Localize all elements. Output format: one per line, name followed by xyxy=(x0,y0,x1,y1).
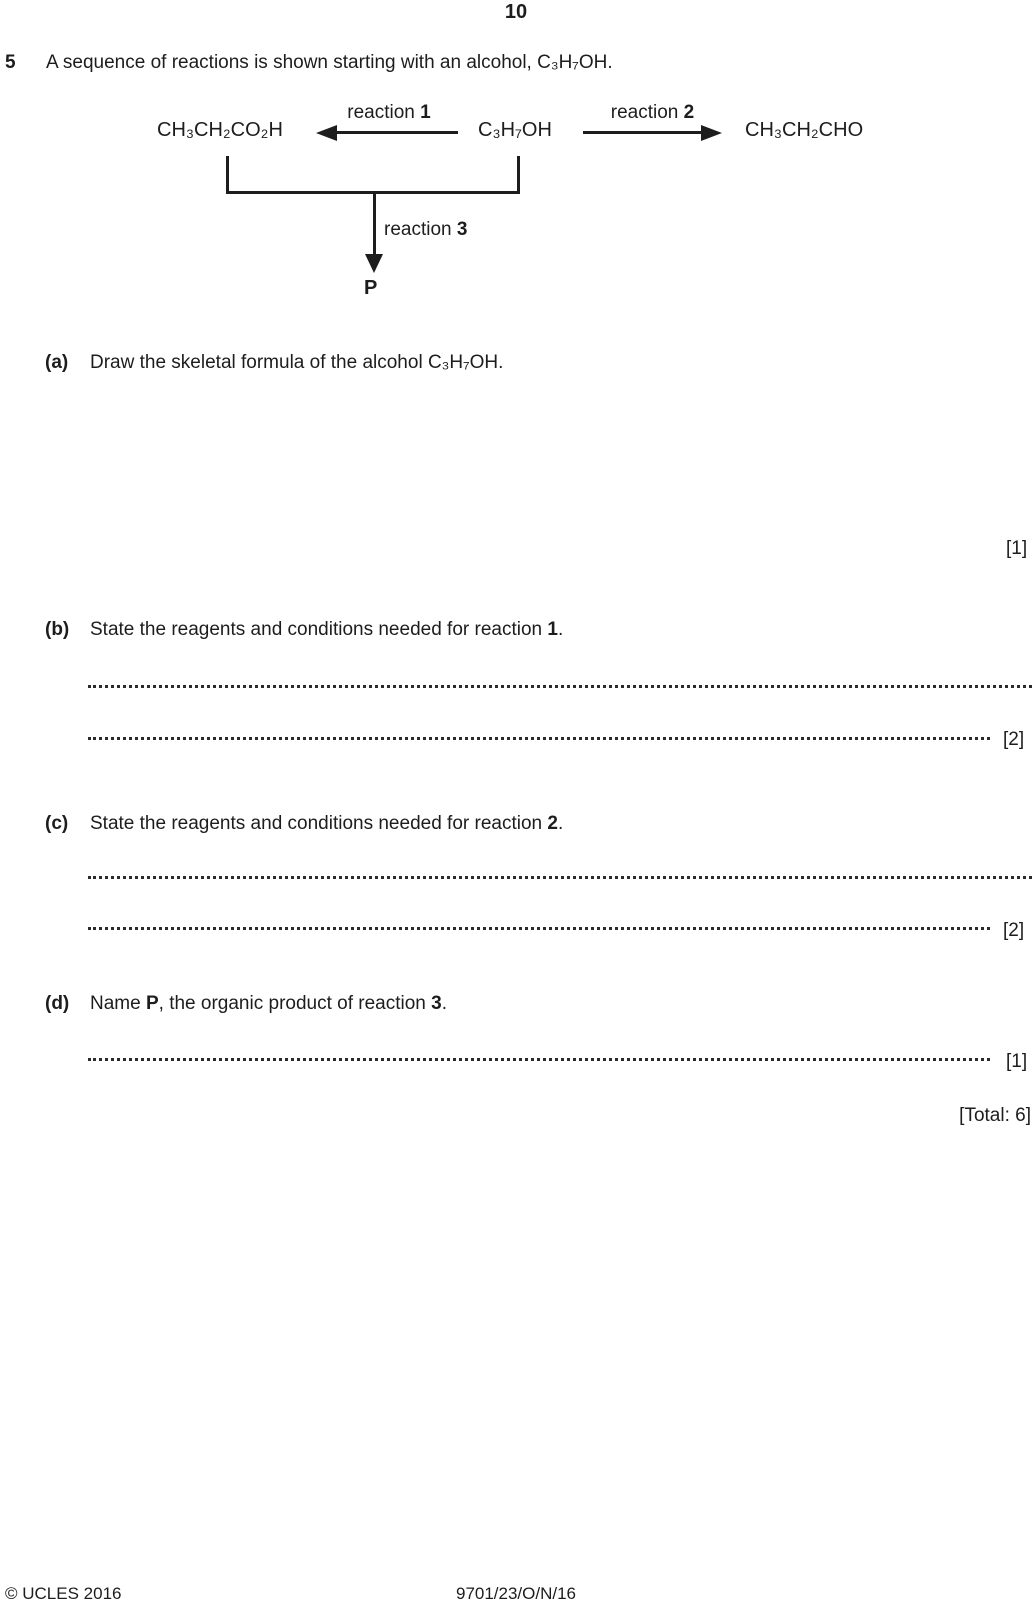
part-a-text: Draw the skeletal formula of the alcohol C₃H₇OH. xyxy=(90,352,504,373)
reaction3-arrowhead-icon xyxy=(365,254,383,273)
reaction-scheme xyxy=(0,0,1032,310)
part-b-text-end: . xyxy=(557,619,564,640)
part-d-text-end: . xyxy=(441,993,448,1014)
part-d-product-p: P xyxy=(145,993,159,1014)
part-d-marks: [1] xyxy=(1006,1051,1028,1072)
part-b-text xyxy=(90,618,563,641)
part-b-label: (b) xyxy=(45,619,70,640)
question-intro: A sequence of reactions is shown starting with an alcohol, C₃H₇OH. xyxy=(46,52,613,73)
part-c-marks: [2] xyxy=(1003,920,1025,941)
part-b-answer-line-1 xyxy=(88,685,1032,688)
part-c-answer-line-1 xyxy=(88,876,1032,879)
part-d-label: (d) xyxy=(45,993,70,1014)
bracket-right-line xyxy=(517,156,520,194)
formula-propanol: C₃H₇OH xyxy=(478,119,552,141)
reaction2-word: reaction xyxy=(610,102,684,123)
reaction1-label xyxy=(316,101,462,124)
reaction1-arrowhead-icon xyxy=(316,125,337,141)
footer-paper-code: 9701/23/O/N/16 xyxy=(455,1584,577,1603)
part-c-text-end: . xyxy=(557,813,564,834)
reaction3-word: reaction xyxy=(384,219,457,240)
reaction2-number: 2 xyxy=(683,102,695,123)
part-a-label: (a) xyxy=(45,352,69,373)
reaction1-number: 1 xyxy=(420,102,431,123)
part-b-reaction-number: 1 xyxy=(547,619,558,640)
question-number: 5 xyxy=(5,52,16,73)
part-c-reaction-number: 2 xyxy=(547,813,558,834)
page-number: 10 xyxy=(504,1,528,23)
formula-propanal: CH₃CH₂CHO xyxy=(745,119,864,141)
part-a-marks: [1] xyxy=(1006,538,1028,559)
formula-propanoic-acid: CH₃CH₂CO₂H xyxy=(157,119,283,141)
part-b-marks: [2] xyxy=(1003,729,1025,750)
part-d-reaction-number: 3 xyxy=(431,993,442,1014)
product-p-label: P xyxy=(364,277,378,299)
part-c-answer-line-2 xyxy=(88,927,990,930)
part-d-text-middle: , the organic product of reaction xyxy=(158,993,432,1014)
part-c-text-main: State the reagents and conditions needed for reaction xyxy=(90,813,548,834)
reaction2-arrow-shaft xyxy=(583,131,702,134)
part-c-label: (c) xyxy=(45,813,69,834)
reaction3-label xyxy=(384,218,467,241)
reaction2-label xyxy=(583,101,722,124)
reaction2-arrowhead-icon xyxy=(701,125,722,141)
part-c-text xyxy=(90,812,563,835)
part-d-text xyxy=(90,992,447,1015)
footer-copyright: © UCLES 2016 xyxy=(5,1584,122,1603)
reaction1-word: reaction xyxy=(347,102,421,123)
part-b-text-main: State the reagents and conditions needed for reaction xyxy=(90,619,548,640)
bracket-left-line xyxy=(226,156,229,194)
reaction3-arrow-shaft xyxy=(373,194,376,255)
part-b-answer-line-2 xyxy=(88,737,990,740)
part-d-text-start: Name xyxy=(90,993,146,1014)
total-marks: [Total: 6] xyxy=(959,1105,1031,1126)
part-d-answer-line xyxy=(88,1058,990,1061)
reaction3-number: 3 xyxy=(456,219,468,240)
reaction1-arrow-shaft xyxy=(334,131,458,134)
